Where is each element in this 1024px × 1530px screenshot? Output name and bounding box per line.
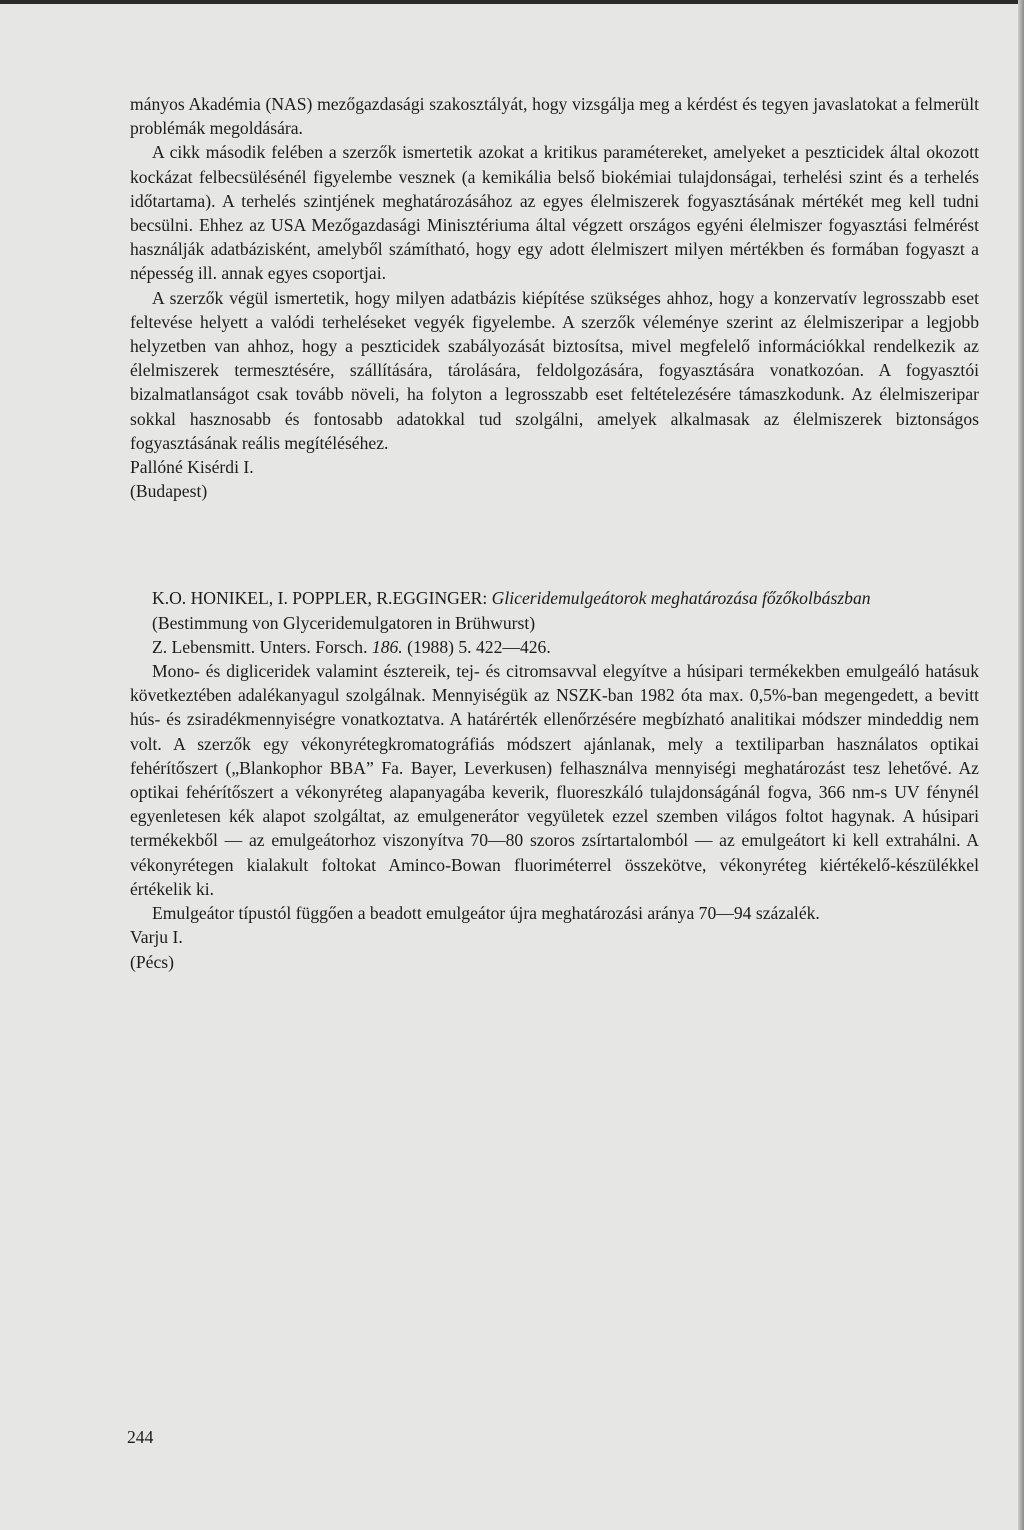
review-1-paragraph-3: A szerzők végül ismertetik, hogy milyen adatbázis kiépítése szükséges ahhoz, hogy a konzervatív legrosszabb eset feltevése helyett a valódi terheléseket vegyék figyelembe. A szerzők véleménye szerint az élelmiszeripar a legjobb helyzetben van ahhoz, hogy a peszticidek szabályozását biztosítsa, mivel megfelelő információkkal rendelkezik az élelmiszerek termesztésére, szállítására, tárolására, feldolgozására, fogyasztására vonatkozóan. A fogyasztói bizalmatlanságot csak tovább növeli, ha folyton a legrosszabb eset feltételezésére támaszkodunk. Az élelmiszeripar sokkal hasznosabb és fontosabb adatokkal tud szolgálni, amelyek alkalmasak az élelmiszerek biztonságos fogyasztásának reális megítéléséhez. — [130, 287, 979, 453]
review-2-citation — [130, 635, 979, 659]
citation-journal: Z. Lebensmitt. Unters. Forsch. — [152, 636, 372, 657]
review-2-title: Gliceridemulgeátorok meghatározása főzőkolbászban — [491, 588, 871, 609]
review-2-signature-name: Varju I. — [130, 927, 183, 948]
page-number: 244 — [127, 1427, 154, 1447]
text-column — [130, 92, 979, 974]
review-2-paragraph-2: Emulgeátor típustól függően a beadott emulgeátor újra meghatározási aránya 70—94 százalék. — [152, 903, 820, 924]
review-2-authors: K.O. HONIKEL, I. POPPLER, R.EGGINGER: — [152, 588, 492, 609]
citation-volume: 186. — [371, 636, 403, 657]
review-2-original-title: (Bestimmung von Glyceridemulgatoren in Brühwurst) — [152, 612, 536, 633]
review-2-heading — [130, 586, 979, 610]
review-1-paragraph-1: mányos Akadémia (NAS) mezőgazdasági szakosztályát, hogy vizsgálja meg a kérdést és tegyen javaslatokat a felmerült problémák megoldására. — [130, 94, 979, 139]
review-1 — [130, 92, 979, 503]
page-top-edge — [0, 0, 1024, 4]
review-1-signature-place: (Budapest) — [130, 481, 208, 502]
citation-details: (1988) 5. 422—426. — [402, 636, 551, 657]
review-1-paragraph-2: A cikk második felében a szerzők ismertetik azokat a kritikus paramétereket, amelyeket a peszticidek által okozott kockázat felbecsülésénél figyelembe vesznek (a kemikália belső biokémiai tulajdonságai, terhelési szint és a terhelés időtartama). A terhelés szintjének meghatározásához az egyes élelmiszerek fogyasztásának mértékét meg kell tudni becsülni. Ehhez az USA Mezőgazdasági Minisztériuma által végzett országos egyéni élelmiszer fogyasztási felmérést használják adatbázisként, amelyből számítható, hogy egy adott élelmiszert milyen mértékben és formában fogyaszt a népesség ill. annak egyes csoportjai. — [130, 142, 979, 284]
section-gap — [130, 503, 979, 586]
review-2 — [130, 586, 979, 973]
page-right-edge — [1018, 0, 1024, 1530]
review-1-signature-name: Pallóné Kisérdi I. — [130, 457, 254, 478]
review-2-paragraph-1: Mono- és digliceridek valamint észtereik, tej- és citromsavval elegyítve a húsipari termékekben emulgeáló hatásuk következtében adalékanyagul szolgálnak. Mennyiségük az NSZK-ban 1982 óta max. 0,5%-ban megengedett, a bevitt hús- és zsiradékmennyiségre vonatkoztatva. A határérték ellenőrzésére megbízható analitikai módszer mindeddig nem volt. A szerzők egy vékonyrétegkromatográfiás módszert ajánlanak, mely a textiliparban használatos optikai fehérítőszert („Blankophor BBA” Fa. Bayer, Leverkusen) felhasználva mennyiségi meghatározást tesz lehetővé. Az optikai fehérítőszert a vékonyréteg alapanyagába keverik, fluoreszkáló tulajdonságánál fogva, 366 nm-s UV fénynél egyenletesen kék alapot szolgáltat, az emulgenerátor vegyületek ezzel szemben világos foltot hagynak. A húsipari termékekből — az emulgeátorhoz viszonyítva 70—80 szoros zsírtartalomból — az emulgeátort ki kell extrahálni. A vékonyrétegen kialakult foltokat Aminco-Bowan fluoriméterrel összekötve, vékonyréteg kiértékelő-készülékkel értékelik ki. — [130, 661, 979, 899]
review-2-signature-place: (Pécs) — [130, 951, 174, 972]
